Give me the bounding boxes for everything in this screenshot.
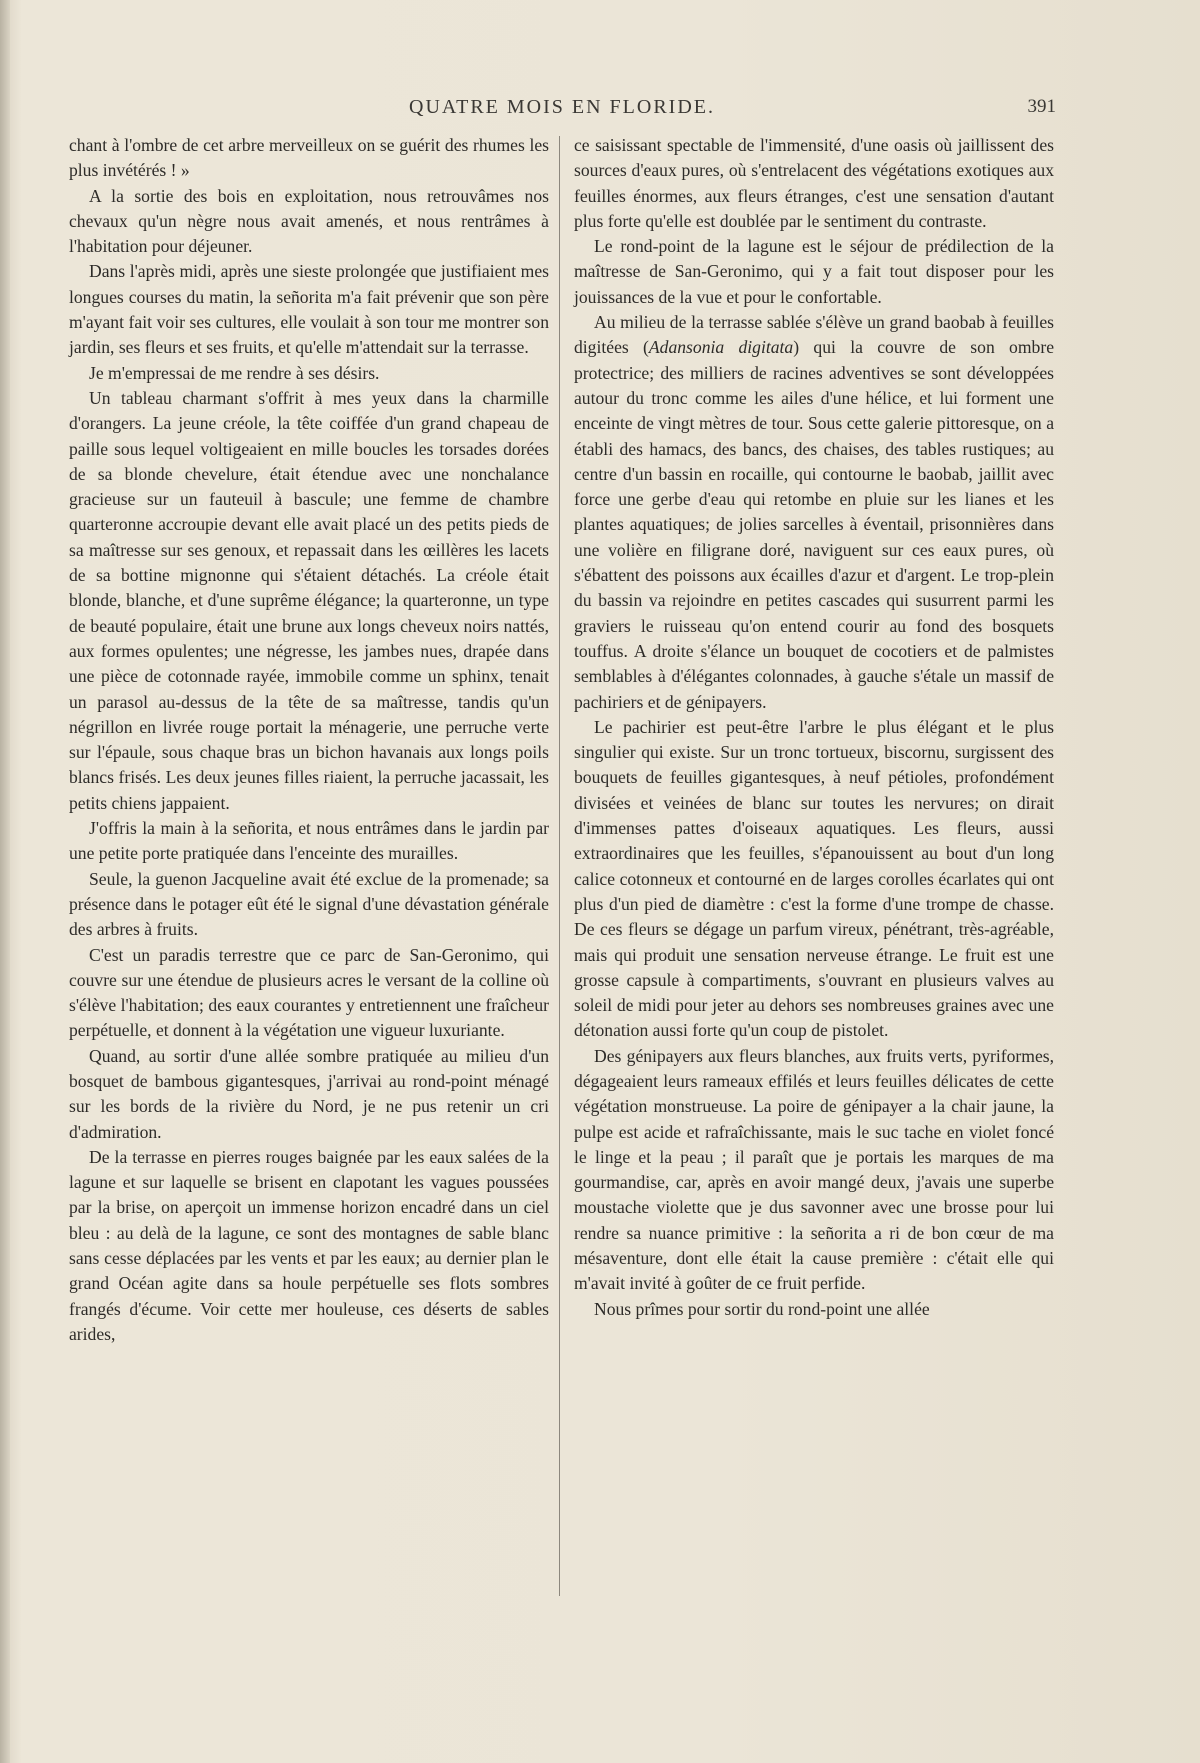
paragraph: Je m'empressai de me rendre à ses désirs. (89, 362, 380, 383)
paragraph: Quand, au sortir d'une allée sombre pratiquée au milieu d'un bosquet de bambous gigantesques, j'arrivai au rond-point ménagé sur les bords de la rivière du Nord, je ne pus retenir un cri d'admiration. (69, 1045, 549, 1142)
paragraph: A la sortie des bois en exploitation, nous retrouvâmes nos chevaux qu'un nègre nous avait amenés, et nous rentrâmes à l'habitation pour déjeuner. (69, 185, 549, 257)
paragraph: Nous prîmes pour sortir du rond-point une allée (594, 1298, 930, 1319)
paragraph: chant à l'ombre de cet arbre merveilleux on se guérit des rhumes les plus invétérés ! » (69, 135, 549, 181)
text-run: Au milieu de la terrasse sablée s'élève un grand baobab à feuilles digitées ( (574, 312, 1054, 358)
paragraph: De la terrasse en pierres rouges baignée par les eaux salées de la lagune et sur laquelle se brisent en clapotant les vagues poussées par la brise, on aperçoit un immense horizon encadré dans un ciel bleu : au delà de la lagune, ce sont des montagnes de sable blanc sans cesse déplacées par les vents et par les eaux; au dernier plan le grand Océan agite dans sa houle perpétuelle ses flots sombres frangés d'écume. Voir cette mer houleuse, ces déserts de sables arides, (69, 1146, 549, 1344)
paragraph: Le pachirier est peut-être l'arbre le plus élégant et le plus singulier qui existe. Sur un tronc tortueux, biscornu, surgissent des bouquets de feuilles gigantesques, à neuf pétioles, profondément divisées et veinées de blanc sur toutes les nervures; on dirait d'immenses pattes d'oiseaux aquatiques. Les fleurs, aussi extraordinaires que les feuilles, s'épanouissent au bout d'un long calice cotonneux et contourné en de larges corolles écarlates qui ont plus d'un pied de diamètre : c'est la forme d'une trompe de chasse. De ces fleurs se dégage un parfum vireux, pénétrant, très-agréable, mais qui produit une sensation nerveuse étrange. Le fruit est une grosse capsule à compartiments, s'ouvrant en plusieurs valves au soleil de midi pour jeter au dehors ses nombreuses graines avec une détonation aussi forte qu'un coup de pistolet. (574, 716, 1054, 1041)
right-column (574, 133, 1054, 1322)
paragraph: C'est un paradis terrestre que ce parc de San-Geronimo, qui couvre sur une étendue de plusieurs acres le versant de la colline où s'élève l'habitation; des eaux courantes y entretiennent une fraîcheur perpétuelle, et donnent à la végétation une vigueur luxuriante. (69, 944, 549, 1041)
paragraph: Seule, la guenon Jacqueline avait été exclue de la promenade; sa présence dans le potager eût été le signal d'une dévastation générale des arbres à fruits. (69, 868, 549, 940)
running-title: QUATRE MOIS EN FLORIDE. (409, 96, 715, 118)
paragraph: Dans l'après midi, après une sieste prolongée que justifiaient mes longues courses du matin, la señorita m'a fait prévenir que son père m'ayant fait voir ses cultures, elle voulait à son tour me montrer son jardin, ses fleurs et ses fruits, et qu'elle m'attendait sur la terrasse. (69, 261, 549, 358)
paragraph: Des génipayers aux fleurs blanches, aux fruits verts, pyriformes, dégageaient leurs rameaux effilés et leurs feuilles délicates de cette végétation monstrueuse. La poire de génipayer a la chair jaune, la pulpe est acide et rafraîchissante, mais le suc tache en violet foncé le linge et la peau ; il paraît que je portais les marques de ma gourmandise, car, après en avoir mangé deux, j'avais une superbe moustache violette que je dus savonner avec une brosse pour lui rendre sa nuance primitive : la señorita a ri de bon cœur de ma mésaventure, dont elle était la cause première : c'était elle qui m'avait invité à goûter de ce fruit perfide. (574, 1045, 1054, 1294)
paragraph: ce saisissant spectable de l'immensité, d'une oasis où jaillissent des sources d'eaux pures, où s'entrelacent des végétations exotiques aux feuilles énormes, aux fleurs étranges, c'est une sensation d'autant plus forte qu'elle est doublée par le sentiment du contraste. (574, 135, 1054, 231)
page-header (68, 96, 1056, 126)
paragraph-baobab (574, 310, 1054, 715)
paragraph: Un tableau charmant s'offrit à mes yeux dans la charmille d'orangers. La jeune créole, la tête coiffée d'un grand chapeau de paille sous lequel voltigeaient en mille boucles les torsades dorées de sa blonde chevelure, était étendue avec une nonchalance gracieuse sur un fauteuil à bascule; une femme de chambre quarteronne accroupie devant elle avait placé un des petits pieds de sa maîtresse sur ses genoux, et repassait dans les œillères les lacets de sa bottine mignonne qui s'étaient détachés. La créole était blonde, blanche, et d'une suprême élégance; la quarteronne, un type de beauté populaire, était une brune aux longs cheveux noirs nattés, aux formes opulentes; une négresse, les jambes nues, drapée dans une pièce de cotonnade rayée, immobile comme un sphinx, tenait un parasol au-dessus de la tête de sa maîtresse, tandis qu'un négrillon en livrée rouge portait la ménagerie, une perruche verte sur l'épaule, sous chaque bras un bichon havanais aux longs poils blancs frisés. Les deux jeunes filles riaient, la perruche jacassait, les petits chiens jappaient. (69, 387, 549, 813)
page-number: 391 (1027, 96, 1056, 117)
latin-species-name: Adansonia digitata (648, 337, 794, 358)
text-run: ) qui la couvre de son ombre protectrice; des milliers de racines adventives se sont développées autour du tronc comme les ailes d'une hélice, et lui forment une enceinte de vingt mètres de tour. Sous cette galerie pittoresque, on a établi des hamacs, des bancs, des chaises, des tables rustiques; au centre d'un bassin en rocaille, qui contourne le baobab, jaillit avec force une gerbe d'eau qui retombe en pluie sur les lianes et les plantes aquatiques; de jolies sarcelles à éventail, prisonnières dans une volière en filigrane doré, naviguent sur ces eaux pures, où s'ébattent des poissons aux écailles d'azur et d'argent. Le trop-plein du bassin va rejoindre en petites cascades qui susurrent parmi les graviers le ruisseau qu'on entend courir au fond des bosquets touffus. A droite s'élance un bouquet de cocotiers et de palmistes semblables à d'élégantes colonnades, à gauche s'étale un massif de pachiriers et de génipayers. (574, 337, 1055, 712)
left-column (69, 133, 549, 1347)
paragraph: Le rond-point de la lagune est le séjour de prédilection de la maîtresse de San-Geronimo, qui y a fait tout disposer pour les jouissances de la vue et pour le confortable. (574, 236, 1054, 307)
paragraph: J'offris la main à la señorita, et nous entrâmes dans le jardin par une petite porte pratiquée dans l'enceinte des murailles. (69, 818, 549, 864)
page-binding-edge (0, 0, 10, 1763)
column-divider (559, 136, 560, 1596)
